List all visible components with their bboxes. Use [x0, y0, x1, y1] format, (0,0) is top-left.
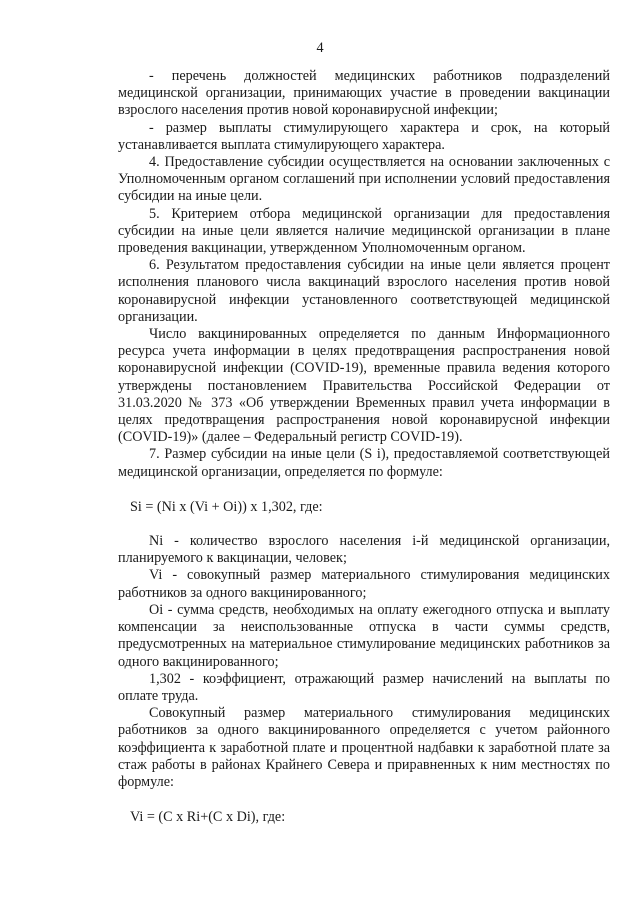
formula-si: Si = (Ni х (Vi + Oi)) х 1,302, где:: [130, 498, 323, 515]
paragraph: Число вакцинированных определяется по данным Информационного ресурса учета информации в целях предотвращения распространения новой коронавирусной инфекции (COVID-19), временные правила ведения которого утверждены постановлением Правительства Российской Федерации от 31.03.2020 № 373 «Об утверждении Временных правил учета информации в целях предотвращения распространения новой коронавирусной инфекции (COVID-19)» (далее – Федеральный регистр COVID-19).: [118, 326, 610, 446]
paragraph: - перечень должностей медицинских работников подразделений медицинской организации, принимающих участие в проведении вакцинации взрослого населения против новой коронавирусной инфекции;: [118, 68, 610, 119]
definition-coefficient: 1,302 - коэффициент, отражающий размер начислений на выплаты по оплате труда.: [118, 670, 610, 704]
definition-ni: Ni - количество взрослого населения i-й медицинской организации, планируемого к вакцинации, человек;: [118, 533, 610, 567]
paragraph: 4. Предоставление субсидии осуществляется на основании заключенных с Уполномоченным органом соглашений при исполнении условий предоставления субсидии на иные цели.: [118, 154, 610, 205]
paragraph: 6. Результатом предоставления субсидии на иные цели является процент исполнения планового числа вакцинаций взрослого населения против новой коронавирусной инфекции установленного соответствующей медицинской организации.: [118, 257, 610, 325]
formula-vi: Vi = (C х Ri+(C х Di), где:: [130, 809, 286, 826]
page-number: 4: [316, 40, 324, 56]
paragraph: 5. Критерием отбора медицинской организации для предоставления субсидии на иные цели является наличие медицинской организации в плане проведения вакцинации, утвержденном Уполномоченным органом.: [118, 205, 610, 257]
definition-vi: Vi - совокупный размер материального стимулирования медицинских работников за одного вакцинированного;: [118, 567, 610, 601]
paragraph: 7. Размер субсидии на иные цели (S i), предоставляемой соответствующей медицинской организации, определяется по формуле:: [118, 446, 610, 480]
paragraph: Совокупный размер материального стимулирования медицинских работников за одного вакцинированного определяется с учетом районного коэффициента к заработной плате и процентной надбавки к заработной плате за стаж работы в районах Крайнего Севера и приравненных к ним местностях по формуле:: [118, 705, 610, 790]
document-body: [118, 68, 610, 843]
paragraph: - размер выплаты стимулирующего характера и срок, на который устанавливается выплата стимулирующего характера.: [118, 119, 610, 153]
definition-oi: Oi - сумма средств, необходимых на оплату ежегодного отпуска и выплату компенсации за неиспользованные отпуска в части суммы средств, предусмотренных на материальное стимулирование медицинских работников за одного вакцинированного;: [118, 601, 610, 670]
